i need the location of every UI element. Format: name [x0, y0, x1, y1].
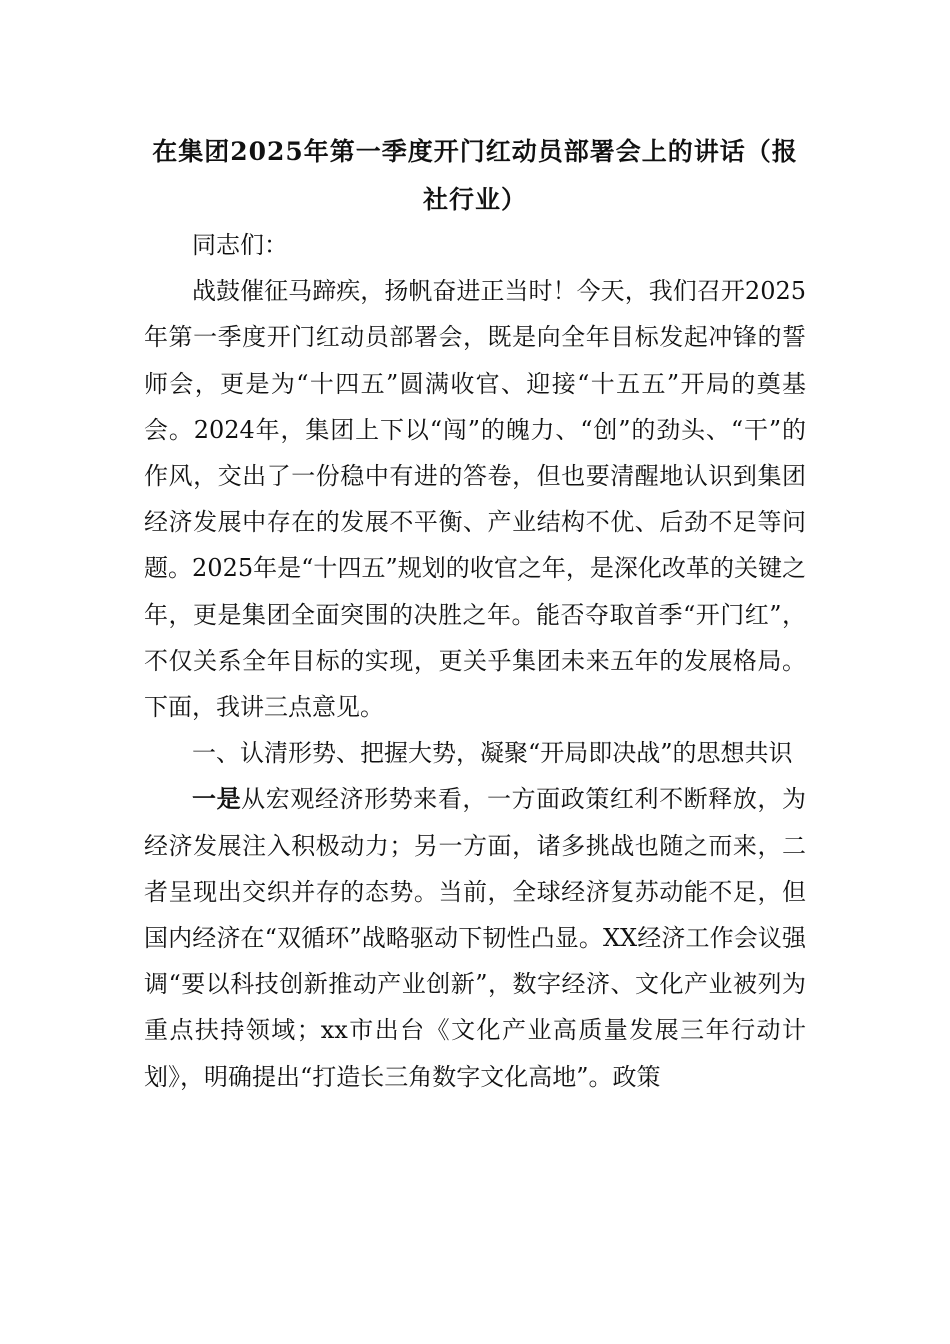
point-paragraph-1: [144, 776, 806, 1099]
intro-paragraph: 战鼓催征马蹄疾，扬帆奋进正当时！今天，我们召开2025年第一季度开门红动员部署会，既是向全年目标发起冲锋的誓师会，更是为“十四五”圆满收官、迎接“十五五”开局的奠基会。2024年，集团上下以“闯”的魄力、“创”的劲头、“干”的作风，交出了一份稳中有进的答卷，但也要清醒地认识到集团经济发展中存在的发展不平衡、产业结构不优、后劲不足等问题。2025年是“十四五”规划的收官之年，是深化改革的关键之年，更是集团全面突围的决胜之年。能否夺取首季“开门红”，不仅关系全年目标的实现，更关乎集团未来五年的发展格局。下面，我讲三点意见。: [144, 277, 806, 722]
point-text: 从宏观经济形势来看，一方面政策红利不断释放，为经济发展注入积极动力；另一方面，诸多挑战也随之而来，二者呈现出交织并存的态势。当前，全球经济复苏动能不足，但国内经济在“双循环”战略驱动下韧性凸显。XX经济工作会议强调“要以科技创新推动产业创新”，数字经济、文化产业被列为重点扶持领域；xx市出台《文化产业高质量发展三年行动计划》，明确提出“打造长三角数字文化高地”。政策: [144, 785, 807, 1091]
salutation: 同志们：: [192, 231, 288, 259]
document-body: [144, 222, 806, 1100]
section-heading-1: 一、认清形势、把握大势，凝聚“开局即决战”的思想共识: [192, 739, 793, 768]
document-title: 在集团2025年第一季度开门红动员部署会上的讲话（报社行业）: [152, 137, 798, 214]
point-lead: 一是: [192, 784, 242, 814]
